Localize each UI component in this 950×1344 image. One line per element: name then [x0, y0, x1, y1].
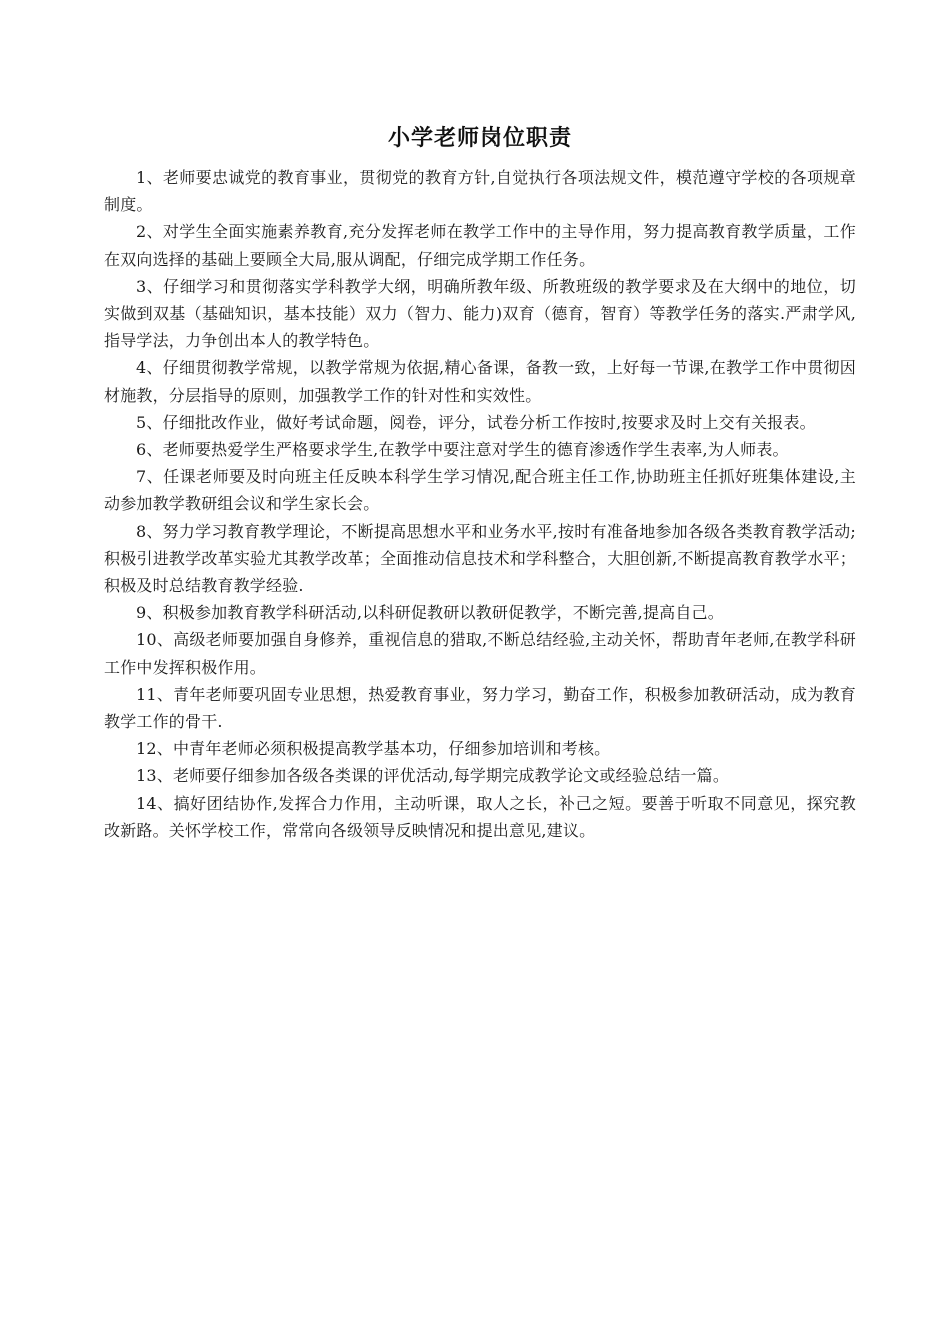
- duty-paragraph-13: 13、老师要仔细参加各级各类课的评优活动,每学期完成教学论文或经验总结一篇。: [136, 766, 730, 786]
- duty-paragraph-2: 2、对学生全面实施素养教育,充分发挥老师在教学工作中的主导作用，努力提高教育教学质量，工作在双向选择的基础上要顾全大局,服从调配，仔细完成学期工作任务。: [104, 222, 856, 269]
- duty-paragraph-7: 7、任课老师要及时向班主任反映本科学生学习情况,配合班主任工作,协助班主任抓好班集体建设,主动参加教学教研组会议和学生家长会。: [104, 467, 856, 514]
- duty-paragraph-4: 4、仔细贯彻教学常规，以教学常规为依据,精心备课，备教一致，上好每一节课,在教学工作中贯彻因材施教，分层指导的原则，加强教学工作的针对性和实效性。: [104, 358, 856, 405]
- duty-paragraph-8: 8、努力学习教育教学理论，不断提高思想水平和业务水平,按时有准备地参加各级各类教育教学活动;积极引进教学改革实验尤其教学改革；全面推动信息技术和学科整合，大胆创新,不断提高教育教学水平；积极及时总结教育教学经验.: [104, 521, 856, 596]
- document-title: 小学老师岗位职责: [387, 126, 572, 151]
- duty-paragraph-5: 5、仔细批改作业，做好考试命题，阅卷，评分，试卷分析工作按时,按要求及时上交有关报表。: [136, 412, 816, 432]
- duty-paragraph-10: 10、高级老师要加强自身修养，重视信息的猎取,不断总结经验,主动关怀，帮助青年老师,在教学科研工作中发挥积极作用。: [104, 630, 856, 677]
- duty-paragraph-14: 14、搞好团结协作,发挥合力作用，主动听课，取人之长，补己之短。要善于听取不同意见，探究教改新路。关怀学校工作，常常向各级领导反映情况和提出意见,建议。: [104, 793, 856, 840]
- duty-paragraph-11: 11、青年老师要巩固专业思想，热爱教育事业，努力学习，勤奋工作，积极参加教研活动，成为教育教学工作的骨干.: [104, 684, 856, 732]
- duty-paragraph-1: 1、老师要忠诚党的教育事业，贯彻党的教育方针,自觉执行各项法规文件，模范遵守学校的各项规章制度。: [104, 168, 856, 215]
- duty-paragraph-9: 9、积极参加教育教学科研活动,以科研促教研以教研促教学，不断完善,提高自己。: [136, 603, 724, 623]
- document-body: [104, 122, 856, 844]
- duty-paragraph-3: 3、仔细学习和贯彻落实学科教学大纲，明确所教年级、所教班级的教学要求及在大纲中的地位，切实做到双基（基础知识，基本技能）双力（智力、能力)双育（德育，智育）等教学任务的落实.严肃学风,指导学法，力争创出本人的教学特色。: [104, 276, 856, 351]
- duty-paragraph-6: 6、老师要热爱学生严格要求学生,在教学中要注意对学生的德育渗透作学生表率,为人师表。: [136, 440, 789, 460]
- duty-paragraph-12: 12、中青年老师必须积极提高教学基本功，仔细参加培训和考核。: [136, 739, 611, 759]
